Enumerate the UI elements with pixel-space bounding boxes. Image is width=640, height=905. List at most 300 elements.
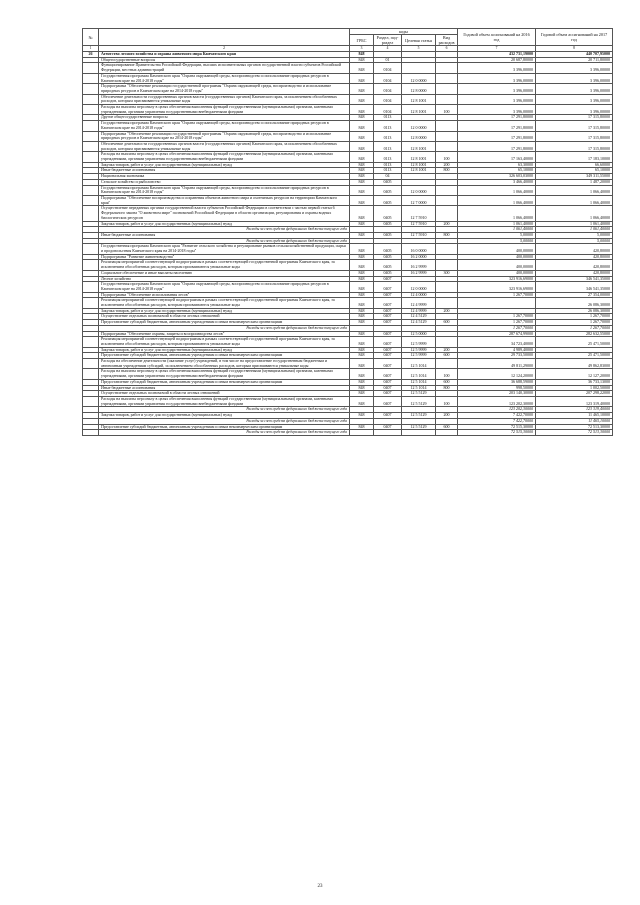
row-name: Подпрограмма "Обеспечение реализации государственной программы "Охрана окружающей среды, воспроизводство и использование природных ресурсов в Камчатском крае на 2014-2018 годы" xyxy=(99,131,350,141)
row-vol-2016: 1 066,40000 xyxy=(458,185,536,195)
row-name: Сельское хозяйство и рыболовство xyxy=(99,179,350,185)
row-vol-2016: 1 061,40000 xyxy=(458,221,536,227)
row-grbs: 848 xyxy=(350,141,374,151)
row-vol-2016: 1 267,70000 xyxy=(458,314,536,320)
header-exptype: Вид расходов xyxy=(436,35,458,46)
row-section: 0405 xyxy=(374,244,402,254)
row-grbs: 848 xyxy=(350,359,374,369)
row-target: 12 7 0000 xyxy=(402,195,436,205)
row-vol-2017: 1 267,70000 xyxy=(536,325,613,331)
row-vol-2017: 3 396,00000 xyxy=(536,63,613,73)
row-target: 12 0 0000 xyxy=(402,73,436,83)
row-section: 0407 xyxy=(374,353,402,359)
row-section: 0104 xyxy=(374,84,402,94)
row-target: 12 5 5129 xyxy=(402,413,436,419)
row-exptype: 800 xyxy=(436,232,458,238)
row-target: 12 4 5129 xyxy=(402,320,436,326)
row-name: Государственная программа Камчатского края "Охрана окружающей среды, воспроизводство и использование природных ресурсов в Камчатском крае на 2014-2018 годы" xyxy=(99,121,350,131)
row-section: 0407 xyxy=(374,397,402,407)
row-target: 12 5 9999 xyxy=(402,347,436,353)
row-name: Общегосударственные вопросы xyxy=(99,57,350,63)
row-name: Расходы за счет средств федерального бюджета текущего года xyxy=(99,238,350,244)
row-grbs: 848 xyxy=(350,298,374,308)
row-name: Расходы на выплаты персоналу в целях обеспечения выполнения функций государственными (муниципальными) органами, казенными учреждениями, органами управления государственными внебюджетными фондами xyxy=(99,369,350,379)
row-vol-2016: 17 163,40000 xyxy=(458,152,536,162)
row-vol-2017: 11 465,10000 xyxy=(536,418,613,424)
row-vol-2016: 123 202,30000 xyxy=(458,397,536,407)
row-vol-2017: 17 183,10000 xyxy=(536,152,613,162)
row-exptype xyxy=(436,185,458,195)
row-vol-2017: 5,00000 xyxy=(536,238,613,244)
row-name: Подпрограмма "Обеспечение реализации государственной программы "Охрана окружающей среды, воспроизводство и использование природных ресурсов в Камчатском крае на 2014-2018 годы" xyxy=(99,84,350,94)
row-section: 0405 xyxy=(374,254,402,260)
row-vol-2017: 12 127,20000 xyxy=(536,369,613,379)
row-section: 0407 xyxy=(374,337,402,347)
row-name: Расходы за счет средств федерального бюджета текущего года xyxy=(99,418,350,424)
row-vol-2016: 287 674,99000 xyxy=(458,331,536,337)
row-vol-2017: 1 002,50000 xyxy=(536,385,613,391)
row-target: 12 8 1001 xyxy=(402,152,436,162)
row-grbs: 848 xyxy=(350,369,374,379)
row-exptype xyxy=(436,141,458,151)
row-vol-2017: 26 086,30000 xyxy=(536,308,613,314)
row-exptype: 200 xyxy=(436,308,458,314)
row-section: 0407 xyxy=(374,391,402,397)
index-cell: 4 xyxy=(374,46,402,52)
row-vol-2016: 63,30000 xyxy=(458,162,536,168)
row-section: 0113 xyxy=(374,168,402,174)
row-vol-2017: 11 465,10000 xyxy=(536,413,613,419)
row-vol-2016: 49 811,29000 xyxy=(458,359,536,369)
row-section: 0405 xyxy=(374,206,402,221)
row-name: Закупка товаров, работ и услуг для государственных (муниципальных) нужд xyxy=(99,413,350,419)
row-grbs: 848 xyxy=(350,185,374,195)
row-section: 0113 xyxy=(374,131,402,141)
row-vol-2016: 3 396,00000 xyxy=(458,73,536,83)
row-section: 0407 xyxy=(374,276,402,282)
table-row xyxy=(83,397,613,407)
row-vol-2017: 3 396,00000 xyxy=(536,94,613,104)
row-vol-2016: 123 202,30000 xyxy=(458,407,536,413)
table-row xyxy=(83,141,613,151)
index-cell: 2 xyxy=(99,46,350,52)
row-name: Агентство лесного хозяйства и охраны животного мира Камчатского края xyxy=(99,52,350,58)
row-vol-2017: 1 487,20000 xyxy=(536,179,613,185)
row-name: Реализация мероприятий соответствующей подпрограммы в рамках соответствующей государственной программы Камчатского края, за исключением обособленных расходов, которым присваиваются уникальные коды xyxy=(99,260,350,270)
row-vol-2016: 7 422,70000 xyxy=(458,418,536,424)
row-vol-2016: 72 515,30000 xyxy=(458,430,536,436)
header-no: № xyxy=(83,29,99,46)
row-exptype: 600 xyxy=(436,320,458,326)
row-name: Подпрограмма "Обеспечение воспроизводства и сохранения объектов животного мира и охотничьих ресурсов на территории Камчатского края" xyxy=(99,195,350,205)
row-target: 12 0 0000 xyxy=(402,282,436,292)
row-grbs: 848 xyxy=(350,424,374,430)
row-exptype xyxy=(436,430,458,436)
row-name: Осуществление отдельных полномочий в области лесных отношений xyxy=(99,314,350,320)
row-section: 0405 xyxy=(374,270,402,276)
row-vol-2017: 17 315,80000 xyxy=(536,115,613,121)
row-target: 12 7 5910 xyxy=(402,206,436,221)
row-name: Государственная программа Камчатского края "Охрана окружающей среды, воспроизводство и использование природных ресурсов в Камчатском крае на 2014-2018 годы" xyxy=(99,185,350,195)
row-target xyxy=(402,63,436,73)
row-vol-2016: 17 291,80000 xyxy=(458,141,536,151)
row-grbs: 848 xyxy=(350,385,374,391)
row-vol-2017: 17 315,80000 xyxy=(536,121,613,131)
row-name: Социальное обеспечение и иные выплаты населению xyxy=(99,270,350,276)
row-grbs: 848 xyxy=(350,254,374,260)
row-vol-2017: 346 541,35000 xyxy=(536,282,613,292)
row-target: 16 0 0000 xyxy=(402,244,436,254)
row-section: 0407 xyxy=(374,308,402,314)
row-name: Предоставление субсидий бюджетным, автономным учреждениям и иным некоммерческим организациям xyxy=(99,353,350,359)
row-vol-2016: 17 291,80000 xyxy=(458,121,536,131)
table-row xyxy=(83,94,613,104)
row-name: Иные бюджетные ассигнования xyxy=(99,168,350,174)
header-name xyxy=(99,29,350,46)
row-vol-2016: 432 731,19000 xyxy=(458,52,536,58)
row-vol-2017: 123 319,40000 xyxy=(536,397,613,407)
row-vol-2016: 3 396,00000 xyxy=(458,63,536,73)
row-section: 0104 xyxy=(374,63,402,73)
row-exptype xyxy=(436,359,458,369)
row-vol-2016: 29 733,50000 xyxy=(458,353,536,359)
row-grbs: 848 xyxy=(350,353,374,359)
row-name: Иные бюджетные ассигнования xyxy=(99,385,350,391)
row-vol-2017: 207 298,22000 xyxy=(536,391,613,397)
row-section: 0407 xyxy=(374,314,402,320)
row-name: Закупка товаров, работ и услуг для государственных (муниципальных) нужд xyxy=(99,308,350,314)
row-vol-2017: 17 315,80000 xyxy=(536,131,613,141)
row-number xyxy=(83,369,99,379)
row-target: 12 5 1014 xyxy=(402,385,436,391)
row-section: 0407 xyxy=(374,347,402,353)
row-exptype xyxy=(436,131,458,141)
row-vol-2016 xyxy=(458,298,536,308)
row-vol-2016: 998,50000 xyxy=(458,385,536,391)
table-row xyxy=(83,131,613,141)
row-name: Закупка товаров, работ и услуг для государственных (муниципальных) нужд xyxy=(99,221,350,227)
row-grbs xyxy=(350,430,374,436)
row-name: Обеспечение деятельности государственных органов власти (государственных органов) Камчатского края, за исключением обособленных расходов, которым присваиваются уникальные коды xyxy=(99,94,350,104)
row-grbs: 848 xyxy=(350,57,374,63)
row-grbs: 848 xyxy=(350,174,374,180)
row-name: Обеспечение деятельности государственных органов власти (государственных органов) Камчатского края, за исключением обособленных расходов, которым присваиваются уникальные коды xyxy=(99,141,350,151)
row-grbs: 848 xyxy=(350,397,374,407)
row-target: 12 5 1014 xyxy=(402,369,436,379)
row-number xyxy=(83,359,99,369)
row-grbs: 848 xyxy=(350,94,374,104)
row-exptype: 800 xyxy=(436,168,458,174)
row-exptype: 600 xyxy=(436,424,458,430)
row-vol-2017: 3 396,00000 xyxy=(536,73,613,83)
row-vol-2016: 1 267,70000 xyxy=(458,325,536,331)
row-name: Предоставление субсидий бюджетным, автономным учреждениям и иным некоммерческим организациям xyxy=(99,424,350,430)
row-exptype xyxy=(436,260,458,270)
row-section: 0104 xyxy=(374,105,402,115)
row-vol-2017: 420,80000 xyxy=(536,254,613,260)
row-target: 12 5 5129 xyxy=(402,391,436,397)
row-name: Осуществление отдельных полномочий в области лесных отношений xyxy=(99,391,350,397)
row-vol-2017: 1 066,40000 xyxy=(536,185,613,195)
row-target: 12 8 0000 xyxy=(402,84,436,94)
row-vol-2017: 5,00000 xyxy=(536,232,613,238)
row-target: 16 2 9999 xyxy=(402,270,436,276)
row-exptype: 200 xyxy=(436,413,458,419)
row-target: 12 8 1001 xyxy=(402,141,436,151)
row-vol-2017: 420,80000 xyxy=(536,244,613,254)
row-vol-2016: 203 140,30000 xyxy=(458,391,536,397)
row-name: Подпрограмма "Обеспечение использования лесов" xyxy=(99,292,350,298)
row-name: Расходы на выплаты персоналу в целях обеспечения выполнения функций государственными (муниципальными) органами, казенными учреждениями, органами управления государственными внебюджетными фондами xyxy=(99,105,350,115)
header-vol-2017: Годовой объем ассигнований на 2017 год xyxy=(536,29,613,46)
header-section: Раздел, под-раздел xyxy=(374,35,402,46)
budget-rows xyxy=(83,52,613,436)
row-grbs: 848 xyxy=(350,282,374,292)
row-name: Реализация мероприятий соответствующей подпрограммы в рамках соответствующей государственной программы Камчатского края, за исключением обособленных расходов, которым присваиваются уникальные коды xyxy=(99,298,350,308)
page-number: 23 xyxy=(317,884,323,889)
row-name: Подпрограмма "Обеспечение охраны, защиты и воспроизводства лесов" xyxy=(99,331,350,337)
row-number: 26 xyxy=(83,52,99,58)
row-vol-2017: 440 707,95000 xyxy=(536,52,613,58)
row-vol-2016: 1 061,40000 xyxy=(458,227,536,233)
row-section: 0405 xyxy=(374,232,402,238)
index-cell: 6 xyxy=(436,46,458,52)
row-exptype xyxy=(436,73,458,83)
row-exptype: 300 xyxy=(436,270,458,276)
row-vol-2016: 1 066,40000 xyxy=(458,206,536,221)
row-grbs: 848 xyxy=(350,52,374,58)
row-vol-2016: 7 422,70000 xyxy=(458,413,536,419)
row-vol-2016: 3 466,40000 xyxy=(458,179,536,185)
row-vol-2017: 17 315,80000 xyxy=(536,141,613,151)
row-target: 12 5 1014 xyxy=(402,379,436,385)
row-grbs: 848 xyxy=(350,131,374,141)
row-target: 12 5 9999 xyxy=(402,353,436,359)
row-name: Государственная программа Камчатского края "Развитие сельского хозяйства и регулирование рынков сельскохозяйственной продукции, сырья и продовольствия Камчатского края на 2014-2018 годы" xyxy=(99,244,350,254)
row-section xyxy=(374,430,402,436)
row-vol-2017: 349 311,55000 xyxy=(536,174,613,180)
row-target: 12 5 1014 xyxy=(402,359,436,369)
row-target: 12 0 0000 xyxy=(402,185,436,195)
table-row xyxy=(83,369,613,379)
row-vol-2016: 400,00000 xyxy=(458,260,536,270)
index-cell: 1 xyxy=(83,46,99,52)
row-grbs: 848 xyxy=(350,105,374,115)
row-target: 12 7 5910 xyxy=(402,221,436,227)
row-grbs: 848 xyxy=(350,292,374,298)
row-exptype xyxy=(436,63,458,73)
row-vol-2016: 400,00000 xyxy=(458,254,536,260)
table-row xyxy=(83,282,613,292)
row-grbs: 848 xyxy=(350,320,374,326)
row-exptype: 200 xyxy=(436,162,458,168)
row-number xyxy=(83,244,99,254)
row-section: 0104 xyxy=(374,73,402,83)
row-number xyxy=(83,298,99,308)
row-exptype xyxy=(436,282,458,292)
row-name: Государственная программа Камчатского края "Охрана окружающей среды, воспроизводство и использование природных ресурсов в Камчатском крае на 2014-2018 годы" xyxy=(99,282,350,292)
row-section: 0407 xyxy=(374,413,402,419)
table-row xyxy=(83,359,613,369)
row-vol-2017: 1 267,70000 xyxy=(536,320,613,326)
row-section: 0405 xyxy=(374,179,402,185)
row-grbs: 848 xyxy=(350,195,374,205)
row-grbs: 848 xyxy=(350,162,374,168)
row-number xyxy=(83,397,99,407)
row-number xyxy=(83,73,99,83)
row-vol-2017: 27 354,00000 xyxy=(536,292,613,298)
row-number xyxy=(83,195,99,205)
row-vol-2016: 20 687,80000 xyxy=(458,57,536,63)
header-row-1 xyxy=(83,29,613,35)
row-section: 0113 xyxy=(374,115,402,121)
row-number xyxy=(83,105,99,115)
row-number xyxy=(83,430,99,436)
row-exptype: 100 xyxy=(436,369,458,379)
row-exptype: 100 xyxy=(436,105,458,115)
row-grbs: 848 xyxy=(350,221,374,227)
row-target: 12 0 0000 xyxy=(402,121,436,131)
row-section: 0405 xyxy=(374,260,402,270)
row-vol-2016: 400,00000 xyxy=(458,244,536,254)
row-name: Расходы за счет средств федерального бюджета текущего года xyxy=(99,430,350,436)
row-vol-2017: 123 319,40000 xyxy=(536,407,613,413)
row-target: 12 5 0000 xyxy=(402,331,436,337)
table-row xyxy=(83,337,613,347)
index-cell: 8 xyxy=(536,46,613,52)
row-exptype xyxy=(436,244,458,254)
row-target: 12 4 9999 xyxy=(402,308,436,314)
row-exptype xyxy=(436,298,458,308)
row-vol-2016: 1 066,40000 xyxy=(458,195,536,205)
row-target: 12 5 5129 xyxy=(402,424,436,430)
row-name: Функционирование Правительства Российской Федерации, высших исполнительных органов государственной власти субъектов Российской Федерации, местных администраций xyxy=(99,63,350,73)
row-name: Иные бюджетные ассигнования xyxy=(99,232,350,238)
row-vol-2016: 34 723,40000 xyxy=(458,337,536,347)
row-section: 0104 xyxy=(374,94,402,104)
row-name: Расходы на выплаты персоналу в целях обеспечения выполнения функций государственными (муниципальными) органами, казенными учреждениями, органами управления государственными внебюджетными фондами xyxy=(99,397,350,407)
row-section: 0407 xyxy=(374,424,402,430)
row-target: 12 8 1001 xyxy=(402,168,436,174)
row-grbs: 848 xyxy=(350,308,374,314)
row-vol-2017: 65,10000 xyxy=(536,168,613,174)
row-number xyxy=(83,260,99,270)
row-number xyxy=(83,63,99,73)
row-target: 12 8 1001 xyxy=(402,162,436,168)
row-grbs: 848 xyxy=(350,115,374,121)
row-vol-2016: 400,00000 xyxy=(458,270,536,276)
row-grbs: 848 xyxy=(350,260,374,270)
row-number xyxy=(83,141,99,151)
row-name: Реализация мероприятий соответствующей подпрограммы в рамках соответствующей государственной программы Камчатского края, за исключением обособленных расходов, которым присваиваются уникальные коды xyxy=(99,337,350,347)
row-name: Лесное хозяйство xyxy=(99,276,350,282)
row-vol-2017: 420,80000 xyxy=(536,260,613,270)
table-row xyxy=(83,206,613,221)
row-exptype xyxy=(436,94,458,104)
row-grbs: 848 xyxy=(350,276,374,282)
row-vol-2017: 36 733,13000 xyxy=(536,379,613,385)
row-target: 12 4 5129 xyxy=(402,314,436,320)
row-section: 0407 xyxy=(374,331,402,337)
row-vol-2016: 12 124,20000 xyxy=(458,369,536,379)
row-grbs: 848 xyxy=(350,206,374,221)
row-number xyxy=(83,206,99,221)
row-target: 16 2 9999 xyxy=(402,260,436,270)
row-name: Национальная экономика xyxy=(99,174,350,180)
table-row xyxy=(83,84,613,94)
row-target: 12 4 0000 xyxy=(402,292,436,298)
row-section: 0407 xyxy=(374,385,402,391)
table-row xyxy=(83,121,613,131)
row-grbs: 848 xyxy=(350,270,374,276)
row-vol-2016: 3 396,00000 xyxy=(458,94,536,104)
row-name: Расходы на обеспечение деятельности (оказание услуг) учреждений, в том числе на предоставление государственным бюджетным и автономным учреждениям субсидий, за исключением обособленных расходов, которым присваиваются уникальные коды xyxy=(99,359,350,369)
row-section: 0407 xyxy=(374,292,402,298)
row-section: 0405 xyxy=(374,221,402,227)
row-target: 12 8 1001 xyxy=(402,94,436,104)
row-section: 0407 xyxy=(374,379,402,385)
row-vol-2017: 282 632,55000 xyxy=(536,331,613,337)
row-number xyxy=(83,152,99,162)
row-grbs: 848 xyxy=(350,413,374,419)
row-grbs: 848 xyxy=(350,337,374,347)
row-grbs: 848 xyxy=(350,168,374,174)
row-name: Предоставление субсидий бюджетным, автономным учреждениям и иным некоммерческим организациям xyxy=(99,379,350,385)
row-number xyxy=(83,94,99,104)
row-name: Расходы за счет средств федерального бюджета текущего года xyxy=(99,227,350,233)
row-number xyxy=(83,131,99,141)
row-name: Расходы за счет средств федерального бюджета текущего года xyxy=(99,407,350,413)
row-vol-2016: 323 916,69000 xyxy=(458,282,536,292)
table-row xyxy=(83,105,613,115)
row-vol-2017: 49 862,83000 xyxy=(536,359,613,369)
row-vol-2017: 346 541,35000 xyxy=(536,276,613,282)
header-grbs: ГРБС xyxy=(350,35,374,46)
header-codes: коды xyxy=(350,29,458,35)
row-vol-2017: 72 513,30000 xyxy=(536,430,613,436)
row-exptype: 600 xyxy=(436,379,458,385)
row-target: 16 2 0000 xyxy=(402,254,436,260)
row-grbs: 848 xyxy=(350,391,374,397)
row-exptype: 200 xyxy=(436,221,458,227)
row-vol-2017: 72 513,30000 xyxy=(536,424,613,430)
row-vol-2016: 1 267,70000 xyxy=(458,320,536,326)
table-row xyxy=(83,185,613,195)
row-vol-2016: 3 396,00000 xyxy=(458,105,536,115)
row-section: 0405 xyxy=(374,185,402,195)
row-vol-2017: 3 396,00000 xyxy=(536,105,613,115)
federal-note-row xyxy=(83,430,613,436)
row-section: 0407 xyxy=(374,282,402,292)
row-vol-2016: 5,00000 xyxy=(458,232,536,238)
row-target: 12 7 5910 xyxy=(402,232,436,238)
row-section: 0407 xyxy=(374,359,402,369)
row-grbs: 848 xyxy=(350,331,374,337)
row-grbs: 848 xyxy=(350,63,374,73)
row-vol-2016: 17 291,80000 xyxy=(458,115,536,121)
row-exptype xyxy=(436,121,458,131)
row-vol-2016: 65,10000 xyxy=(458,168,536,174)
row-target: 12 8 0000 xyxy=(402,131,436,141)
row-section: 0407 xyxy=(374,320,402,326)
row-vol-2016: 1 267,70000 xyxy=(458,292,536,298)
row-vol-2017: 25 471,50000 xyxy=(536,353,613,359)
row-vol-2016: 326 603,03000 xyxy=(458,174,536,180)
row-section: 0407 xyxy=(374,298,402,308)
budget-table-sheet xyxy=(82,28,612,436)
row-vol-2017: 1 061,40000 xyxy=(536,221,613,227)
header-target: Целевая статья xyxy=(402,35,436,46)
